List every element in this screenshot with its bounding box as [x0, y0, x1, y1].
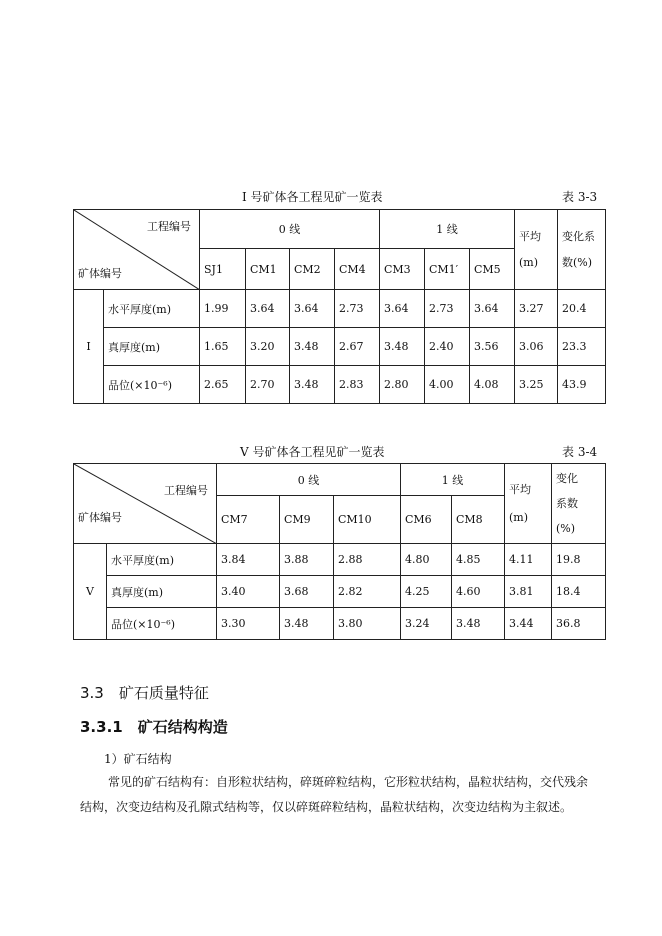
table1: [73, 209, 606, 404]
table1-row-label: 真厚度(m): [104, 328, 200, 366]
table2-cell: 4.11: [505, 544, 552, 576]
table1-cell: 2.67: [335, 328, 380, 366]
table2-col-header: CM7: [217, 496, 280, 544]
table2: [73, 463, 606, 640]
table1-body-id: I: [74, 290, 104, 404]
table2-corner-cell: [74, 464, 217, 544]
table1-row-label: 品位(×10⁻⁶): [104, 366, 200, 404]
section-heading: 3.3 矿石质量特征: [80, 684, 209, 702]
table2-col-header: CM9: [280, 496, 334, 544]
table2-cell: 3.30: [217, 608, 280, 640]
table1-col-header: SJ1: [200, 249, 246, 290]
table1-corner-cell: [74, 210, 200, 290]
table2-avg-header: 平均 (m): [505, 464, 552, 544]
table1-number: 表 3-3: [562, 190, 598, 204]
table1-col-header: CM1′: [425, 249, 470, 290]
table1-cell: 3.48: [290, 366, 335, 404]
table2-cell: 3.24: [401, 608, 452, 640]
table1-col-header: CM3: [380, 249, 425, 290]
table1-cell: 43.9: [558, 366, 606, 404]
table2-corner-bottom: 矿体编号: [78, 511, 122, 524]
table2-col-header: CM6: [401, 496, 452, 544]
table2-cell: 4.85: [452, 544, 505, 576]
table2-body-id: V: [74, 544, 107, 640]
table2-cell: 2.88: [334, 544, 401, 576]
body-paragraph: 常见的矿石结构有：自形粒状结构，碎斑碎粒结构，它形粒状结构，晶粒状结构，交代残余结构，次变边结构及孔隙式结构等，仅以碎斑碎粒结构，晶粒状结构，次变边结构为主叙述。: [80, 775, 589, 814]
table1-cell: 3.20: [246, 328, 290, 366]
table2-cell: 3.44: [505, 608, 552, 640]
table2-caption: V 号矿体各工程见矿一览表: [240, 445, 385, 459]
table2-row-label: 水平厚度(m): [107, 544, 217, 576]
table1-corner-bottom: 矿体编号: [78, 267, 122, 280]
table1-cell: 4.08: [470, 366, 515, 404]
subsection-heading: 3.3.1 矿石结构构造: [80, 718, 228, 736]
table1-row-label: 水平厚度(m): [104, 290, 200, 328]
table2-group-1: 1 线: [401, 464, 505, 496]
table2-cell: 4.80: [401, 544, 452, 576]
table1-cell: 2.83: [335, 366, 380, 404]
table1-col-header: CM5: [470, 249, 515, 290]
table1-cell: 3.06: [515, 328, 558, 366]
table1-cell: 3.64: [246, 290, 290, 328]
table1-cell: 2.73: [425, 290, 470, 328]
table1-cell: 2.70: [246, 366, 290, 404]
table1-avg-header: 平均 (m): [515, 210, 558, 290]
table1-cell: 3.48: [380, 328, 425, 366]
table1-cell: 1.99: [200, 290, 246, 328]
table1-cell: 3.64: [380, 290, 425, 328]
table2-number: 表 3-4: [562, 445, 598, 459]
table2-cell: 36.8: [552, 608, 606, 640]
table1-cell: 2.65: [200, 366, 246, 404]
table2-cell: 3.48: [452, 608, 505, 640]
table2-cell: 18.4: [552, 576, 606, 608]
table1-cell: 20.4: [558, 290, 606, 328]
table1-cell: 4.00: [425, 366, 470, 404]
table1-cell: 2.80: [380, 366, 425, 404]
table2-cell: 2.82: [334, 576, 401, 608]
table2-cell: 3.81: [505, 576, 552, 608]
table1-corner-top: 工程编号: [147, 220, 191, 233]
table2-col-header: CM8: [452, 496, 505, 544]
table1-cell: 2.73: [335, 290, 380, 328]
table1-cell: 23.3: [558, 328, 606, 366]
table2-cell: 3.84: [217, 544, 280, 576]
table2-group-0: 0 线: [217, 464, 401, 496]
table1-col-header: CM4: [335, 249, 380, 290]
table1-cell: 3.25: [515, 366, 558, 404]
table2-cell: 4.60: [452, 576, 505, 608]
table1-caption: I 号矿体各工程见矿一览表: [242, 190, 383, 204]
sub-item-heading: 1）矿石结构: [104, 752, 172, 766]
table2-cell: 3.68: [280, 576, 334, 608]
table2-cell: 3.40: [217, 576, 280, 608]
table1-cell: 3.48: [290, 328, 335, 366]
table2-cell: 4.25: [401, 576, 452, 608]
table1-col-header: CM2: [290, 249, 335, 290]
table1-group-0: 0 线: [200, 210, 380, 249]
table2-corner-top: 工程编号: [164, 484, 208, 497]
table1-cell: 2.40: [425, 328, 470, 366]
table2-coef-header: 变化 系数 (%): [552, 464, 606, 544]
table1-group-1: 1 线: [380, 210, 515, 249]
table1-col-header: CM1: [246, 249, 290, 290]
table2-row-label: 品位(×10⁻⁶): [107, 608, 217, 640]
table2-row-label: 真厚度(m): [107, 576, 217, 608]
table2-cell: 3.88: [280, 544, 334, 576]
table2-cell: 3.80: [334, 608, 401, 640]
table2-col-header: CM10: [334, 496, 401, 544]
table1-cell: 1.65: [200, 328, 246, 366]
table2-cell: 19.8: [552, 544, 606, 576]
table2-cell: 3.48: [280, 608, 334, 640]
table1-cell: 3.27: [515, 290, 558, 328]
table1-cell: 3.56: [470, 328, 515, 366]
table1-cell: 3.64: [290, 290, 335, 328]
diagonal-line: [74, 464, 217, 544]
table1-coef-header: 变化系 数(%): [558, 210, 606, 290]
table1-cell: 3.64: [470, 290, 515, 328]
